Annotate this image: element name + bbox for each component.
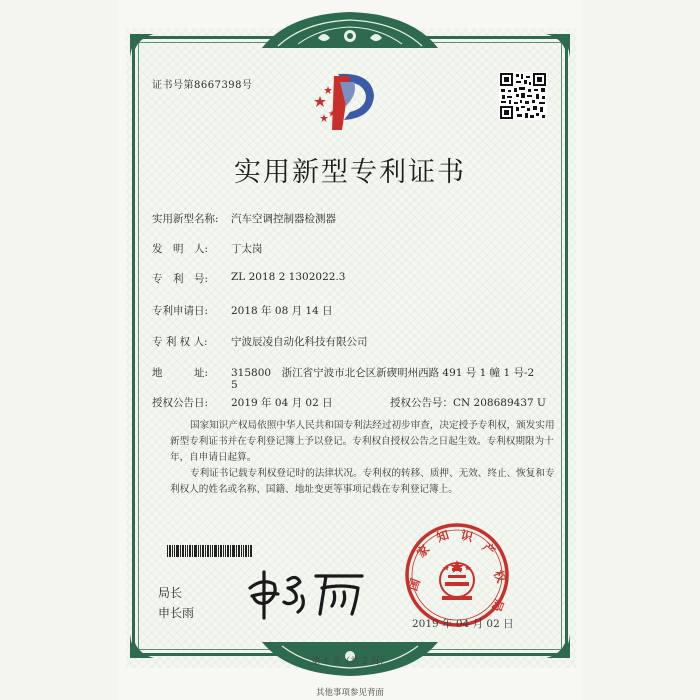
top-ornament: [258, 8, 442, 54]
seal-char: 权: [490, 568, 509, 585]
grant-publication-number: 授权公告号：CN 208689437 U: [390, 397, 546, 409]
field-label-utility-model-name: 实用新型名称:: [152, 213, 219, 225]
field-value-grant-date: 2019 年 04 月 02 日: [231, 397, 333, 409]
field-label-grant-date: 授权公告日:: [152, 397, 209, 409]
field-value-utility-model-name: 汽车空调控制器检测器: [231, 213, 336, 225]
field-value-address: 315800 浙江省宁波市北仑区新碶明州西路 491 号 1 幢 1 号-2: [231, 367, 535, 379]
seal-char: 局: [489, 597, 507, 614]
qr-code: [499, 72, 547, 120]
grant-statement-paragraph: 国家知识产权局依照中华人民共和国专利法经过初步审查，决定授予专利权，颁发实用新型专利证书并在专利登记簿上予以登记。专利权自授权公告之日起生效。专利权期限为十年，自申请日起算。: [170, 420, 555, 463]
field-label-address: 地 址:: [152, 367, 209, 379]
director-role: 局长: [158, 586, 183, 600]
field-label-inventor: 发 明 人:: [152, 243, 209, 255]
seal-char: 知: [434, 527, 451, 545]
certificate-title: 实用新型专利证书: [234, 157, 466, 188]
page-number: 第 1 页（共 2 页）: [311, 657, 389, 667]
director-signature: [244, 566, 372, 622]
corner-ornament: [128, 32, 168, 72]
field-label-patentee: 专 利 权 人:: [152, 336, 208, 348]
corner-ornament: [532, 32, 572, 72]
barcode: [167, 545, 253, 557]
field-label-patent-number: 专 利 号:: [152, 273, 209, 285]
seal-char: 国: [405, 576, 423, 593]
field-value-inventor: 丁太岗: [231, 243, 263, 255]
seal-char: 识: [459, 527, 475, 545]
director-name: 申长雨: [158, 606, 195, 620]
footer-note: 其他事项参见背面: [315, 688, 384, 698]
legal-status-paragraph: 专利证书记载专利权登记时的法律状况。专利权的转移、质押、无效、终止、恢复和专利权人的姓名或名称、国籍、地址变更等事项记载在专利登记簿上。: [170, 468, 555, 495]
seal-date: 2019 年 04 月 02 日: [412, 618, 514, 630]
field-label-application-date: 专利申请日:: [152, 305, 209, 317]
official-seal: [402, 520, 512, 630]
patent-office-emblem: [310, 66, 380, 136]
seal-char: 产: [479, 539, 498, 559]
field-value-application-date: 2018 年 08 月 14 日: [231, 305, 333, 317]
field-value-patent-number: ZL 2018 2 1302022.3: [231, 271, 346, 283]
field-value-address-continued: 5: [231, 379, 238, 391]
field-value-patentee: 宁波辰凌自动化科技有限公司: [231, 336, 368, 348]
certificate-number: 证书号第8667398号: [152, 80, 253, 91]
seal-char: 家: [413, 541, 433, 561]
